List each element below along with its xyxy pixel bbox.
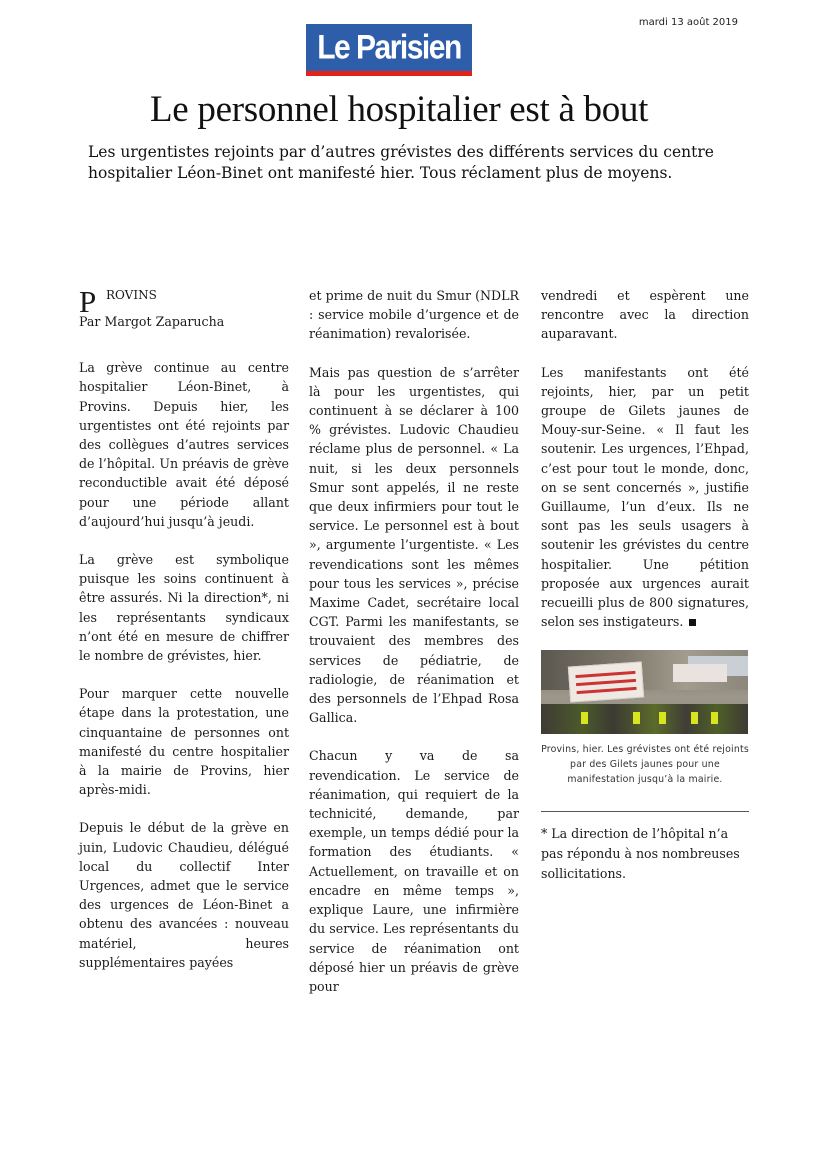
photo-caption: Provins, hier. Les grévistes ont été rejoints par des Gilets jaunes pour une manifestation jusqu’à la mairie. — [541, 744, 749, 786]
le-parisien-logo — [306, 24, 472, 76]
footnote-divider — [541, 811, 749, 812]
dateline — [79, 284, 289, 319]
byline: Par Margot Zaparucha — [79, 314, 225, 329]
paragraph: Pour marquer cette nouvelle étape dans la protestation, une cinquantaine de personnes ont manifesté du centre hospitalier à la mairie de Provins, hier après-midi. — [79, 686, 289, 798]
drop-cap: P — [79, 284, 97, 319]
publication-date: mardi 13 août 2019 — [638, 17, 738, 28]
standfirst: Les urgentistes rejoints par d’autres grévistes des différents services du centre hospitalier Léon-Binet ont manifesté hier. Tous réclament plus de moyens. — [88, 143, 714, 182]
headline: Le personnel hospitalier est à bout — [150, 89, 649, 130]
paragraph: Mais pas question de s’arrêter là pour les urgentistes, qui continuent à se déclarer à 100 % grévistes. Ludovic Chaudieu réclame plus de personnel. « La nuit, si les deux personnels Smur sont appelés, il ne reste que deux infirmiers pour tout le service. Le personnel est à bout », argumente l’urgentiste. « Les revendications sont les mêmes pour tous les services », précise Maxime Cadet, secrétaire local CGT. Parmi les manifestants, se trouvaient des membres des services de pédiatrie, de radiologie, de réanimation et des personnels de l’Ehpad Rosa Gallica. — [309, 364, 519, 726]
article-column-2 — [309, 286, 519, 1015]
article-column-1 — [79, 286, 289, 991]
paragraph-text: Les manifestants ont été rejoints, hier, par un petit groupe de Gilets jaunes de Mouy-sur-Seine. « Il faut les soutenir. Les urgences, l’Ehpad, c’est pour tout le monde, donc, on se sent concernés », justifie Guillaume, l’un d’eux. Ils ne sont pas les seuls usagers à soutenir les grévistes du centre hospitalier. Une pétition proposée aux urgences aurait recueilli plus de 800 signatures, selon ses instigateurs. — [541, 364, 749, 630]
paragraph: vendredi et espèrent une rencontre avec la direction auparavant. — [541, 288, 749, 342]
article-column-3 — [541, 286, 749, 884]
paragraph: et prime de nuit du Smur (NDLR : service mobile d’urgence et de réanimation) revalorisée. — [309, 288, 519, 342]
paragraph: Depuis le début de la grève en juin, Ludovic Chaudieu, délégué local du collectif Inter Urgences, admet que le service des urgences de Léon-Binet a obtenu des avancées : nouveau matériel, heures supplémentaires payées — [79, 820, 289, 970]
logo-text: Le Parisien — [317, 27, 461, 66]
dateline-text: ROVINS — [106, 288, 157, 302]
paragraph — [541, 363, 749, 632]
paragraph: La grève continue au centre hospitalier Léon-Binet, à Provins. Depuis hier, les urgentistes ont été rejoints par des collègues d’autres services de l’hôpital. Un préavis de grève reconductible avait été déposé pour une période allant d’aujourd’hui jusqu’à jeudi. — [79, 360, 289, 529]
paragraph: La grève est symbolique puisque les soins continuent à être assurés. Ni la direction*, ni les représentants syndicaux n’ont été en mesure de chiffrer le nombre de grévistes, hier. — [79, 552, 289, 664]
protest-photo — [541, 650, 748, 734]
end-of-article-mark — [689, 619, 696, 626]
footnote: * La direction de l’hôpital n’a pas répondu à nos nombreuses sollicitations. — [541, 826, 740, 882]
paragraph: Chacun y va de sa revendication. Le service de réanimation, qui requiert de la technicité, demande, par exemple, un temps dédié pour la formation des étudiants. « Actuellement, on travaille et on encadre en même temps », explique Laure, une infirmière du service. Les représentants du service de réanimation ont déposé hier un préavis de grève pour — [309, 748, 519, 994]
